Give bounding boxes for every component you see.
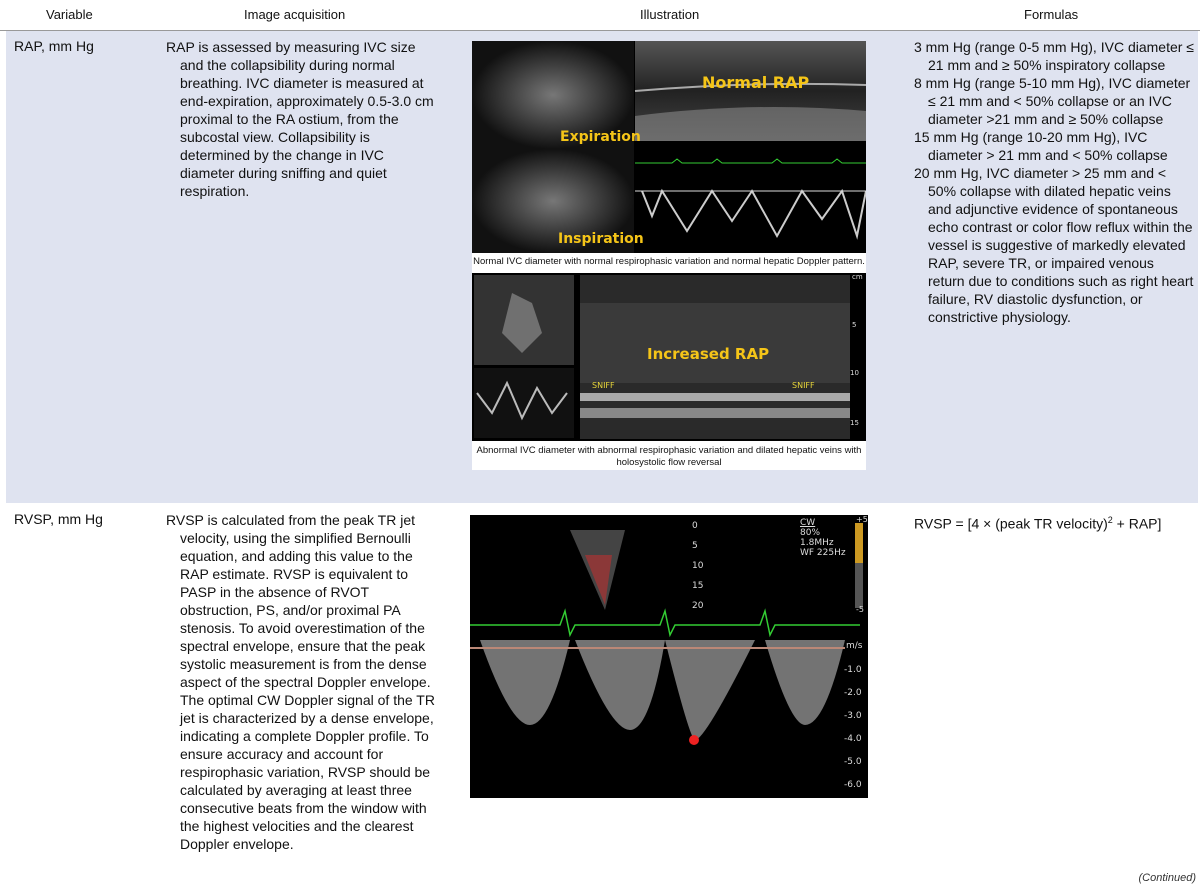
depth-tick-15: 15 (850, 419, 859, 427)
cw-mode: CW (800, 518, 816, 528)
formula-rap-3: 3 mm Hg (range 0-5 mm Hg), IVC diameter ≤ 21 mm and ≥ 50% inspiratory collapse (914, 39, 1194, 73)
depth-tick-5: 5 (692, 541, 698, 551)
header-variable: Variable (46, 7, 93, 22)
colorbar-top: +5 (856, 515, 868, 524)
acquisition-rap (166, 38, 436, 200)
acquisition-rvsp (166, 511, 436, 853)
variable-rvsp: RVSP, mm Hg (14, 511, 103, 527)
formula-rap-20: 20 mm Hg, IVC diameter > 25 mm and < 50% collapse with dilated hepatic veins and adjunctive evidence of spontaneous echo contrast or color flow reflux within the vessel is suggestive of markedly elevated RAP, severe TR, or impaired venous return due to conditions such as right heart failure, RV diastolic dysfunction, or constrictive physiology. (914, 165, 1194, 325)
depth-tick-0: 0 (692, 521, 698, 531)
velocity-tick-6: -6.0 (844, 780, 862, 790)
variable-rap: RAP, mm Hg (14, 38, 94, 54)
formula-rvsp-exponent: 2 (1107, 515, 1113, 525)
label-sniff-1: SNIFF (592, 381, 615, 390)
depth-unit: cm (852, 273, 863, 281)
header-acquisition: Image acquisition (244, 7, 346, 22)
formula-rvsp-suffix: + RAP] (1112, 515, 1162, 532)
caption-normal-ivc: Normal IVC diameter with normal respirophasic variation and normal hepatic Doppler pattern. (472, 253, 866, 274)
formula-rap-8: 8 mm Hg (range 5-10 mm Hg), IVC diameter ≤ 21 mm and < 50% collapse or an IVC diameter >21 mm and ≥ 50% collapse (914, 75, 1191, 127)
header-illustration: Illustration (640, 7, 700, 22)
label-increased-rap: Increased RAP (647, 345, 770, 363)
formula-rvsp-prefix: RVSP = [4 × (peak TR velocity) (914, 515, 1108, 532)
formula-rap-15: 15 mm Hg (range 10-20 mm Hg), IVC diameter > 21 mm and < 50% collapse (914, 129, 1168, 163)
continued-note: (Continued) (1138, 872, 1196, 884)
velocity-tick-4: -4.0 (844, 734, 862, 744)
depth-tick-10: 10 (850, 369, 859, 377)
depth-tick-15: 15 (692, 581, 704, 591)
acquisition-rap-text: RAP is assessed by measuring IVC size and the collapsibility during normal breathing. IVC diameter is measured at end-expiration, approximately 0.5-3.0 cm proximal to the RA ostium, from the subcostal view. Collapsibility is determined by the change in IVC diameter during sniffing and quiet respiration. (166, 39, 434, 199)
formulas-rap (914, 38, 1194, 326)
table-header (0, 0, 1200, 31)
depth-tick-20: 20 (692, 601, 704, 611)
formula-rvsp (914, 511, 1194, 533)
illustration-rvsp (470, 515, 868, 798)
velocity-tick-2: -2.0 (844, 688, 862, 698)
label-normal-rap: Normal RAP (702, 73, 810, 92)
velocity-tick-3: -3.0 (844, 711, 862, 721)
velocity-tick-5: -5.0 (844, 757, 862, 767)
colorbar-bottom: -5 (856, 605, 864, 614)
cw-power: 80% (800, 528, 821, 538)
caption-abnormal-ivc: Abnormal IVC diameter with abnormal respirophasic variation and dilated hepatic veins with holosystolic flow reversal (472, 441, 866, 470)
acquisition-rvsp-text: RVSP is calculated from the peak TR jet velocity, using the simplified Bernoulli equation, and adding this value to the RAP estimate. RVSP is equivalent to PASP in the absence of RVOT obstruction, PS, and/or proximal PA stenosis. To avoid overestimation of the spectral envelope, ensure that the peak systolic measurement is from the dense aspect of the spectral Doppler envelope. The optimal CW Doppler signal of the TR jet is characterized by a dense envelope, indicating a complete Doppler profile. To ensure accuracy and account for respirophasic variation, RVSP should be calculated by averaging at least three consecutive beats from the window with the highest velocities and the clearest Doppler envelope. (166, 512, 435, 852)
cw-wall-filter: WF 225Hz (800, 548, 846, 558)
illustration-rap (472, 41, 866, 470)
velocity-tick-1: -1.0 (844, 665, 862, 675)
label-expiration: Expiration (560, 129, 641, 145)
depth-tick-5: 5 (852, 321, 857, 329)
label-sniff-2: SNIFF (792, 381, 815, 390)
cw-info (800, 518, 846, 558)
header-formulas: Formulas (1024, 7, 1079, 22)
cw-frequency: 1.8MHz (800, 538, 834, 548)
label-inspiration: Inspiration (558, 231, 644, 247)
velocity-unit: m/s (846, 641, 863, 651)
depth-tick-10: 10 (692, 561, 704, 571)
